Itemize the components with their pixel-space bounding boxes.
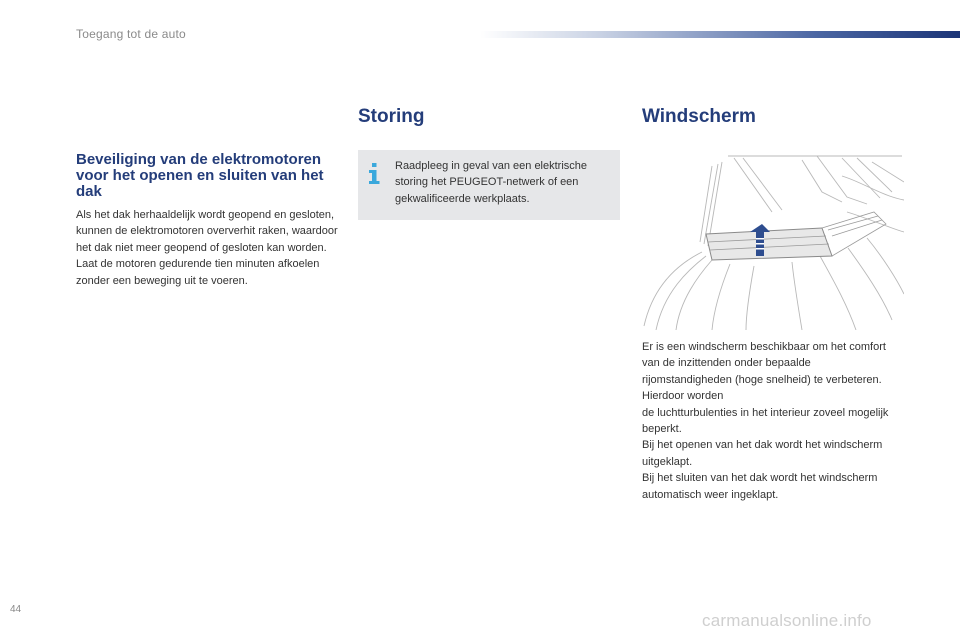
info-text: Raadpleeg in geval van een elektrische storing het PEUGEOT-netwerk of een gekwalificeerde werkplaats. xyxy=(395,160,588,205)
windscherm-heading: Windscherm xyxy=(642,106,756,127)
watermark-text: carmanualsonline.info xyxy=(702,611,872,630)
header-gradient-bar xyxy=(480,31,960,38)
info-icon xyxy=(366,162,382,186)
roof-motor-protection-paragraph: Als het dak herhaaldelijk wordt geopend en gesloten, kunnen de elektromotoren oververhit raken, waardoor het dak niet meer geopend of gesloten kan worden. Laat de motoren gedurende tien minuten afkoelen zonder een beweging uit te voeren. xyxy=(76,209,338,287)
windscherm-paragraph: Er is een windscherm beschikbaar om het comfort van de inzittenden onder bepaalde rijomstandigheden (hoge snelheid) te verbeteren. Hierdoor worden de luchtturbulenties in het interieur zoveel mogelijk beperkt. Bij het openen van het dak wordt het windscherm uitgeklapt. Bij het sluiten van het dak wordt het windscherm automatisch weer ingeklapt. xyxy=(642,341,889,501)
page-number: 44 xyxy=(10,604,22,615)
windscreen-illustration xyxy=(642,152,904,330)
page-header-title: Toegang tot de auto xyxy=(76,27,186,41)
storing-heading: Storing xyxy=(358,106,425,127)
info-box xyxy=(358,150,620,220)
roof-motor-protection-heading: Beveiliging van de elektromotoren voor het openen en sluiten van het dak xyxy=(76,151,324,200)
